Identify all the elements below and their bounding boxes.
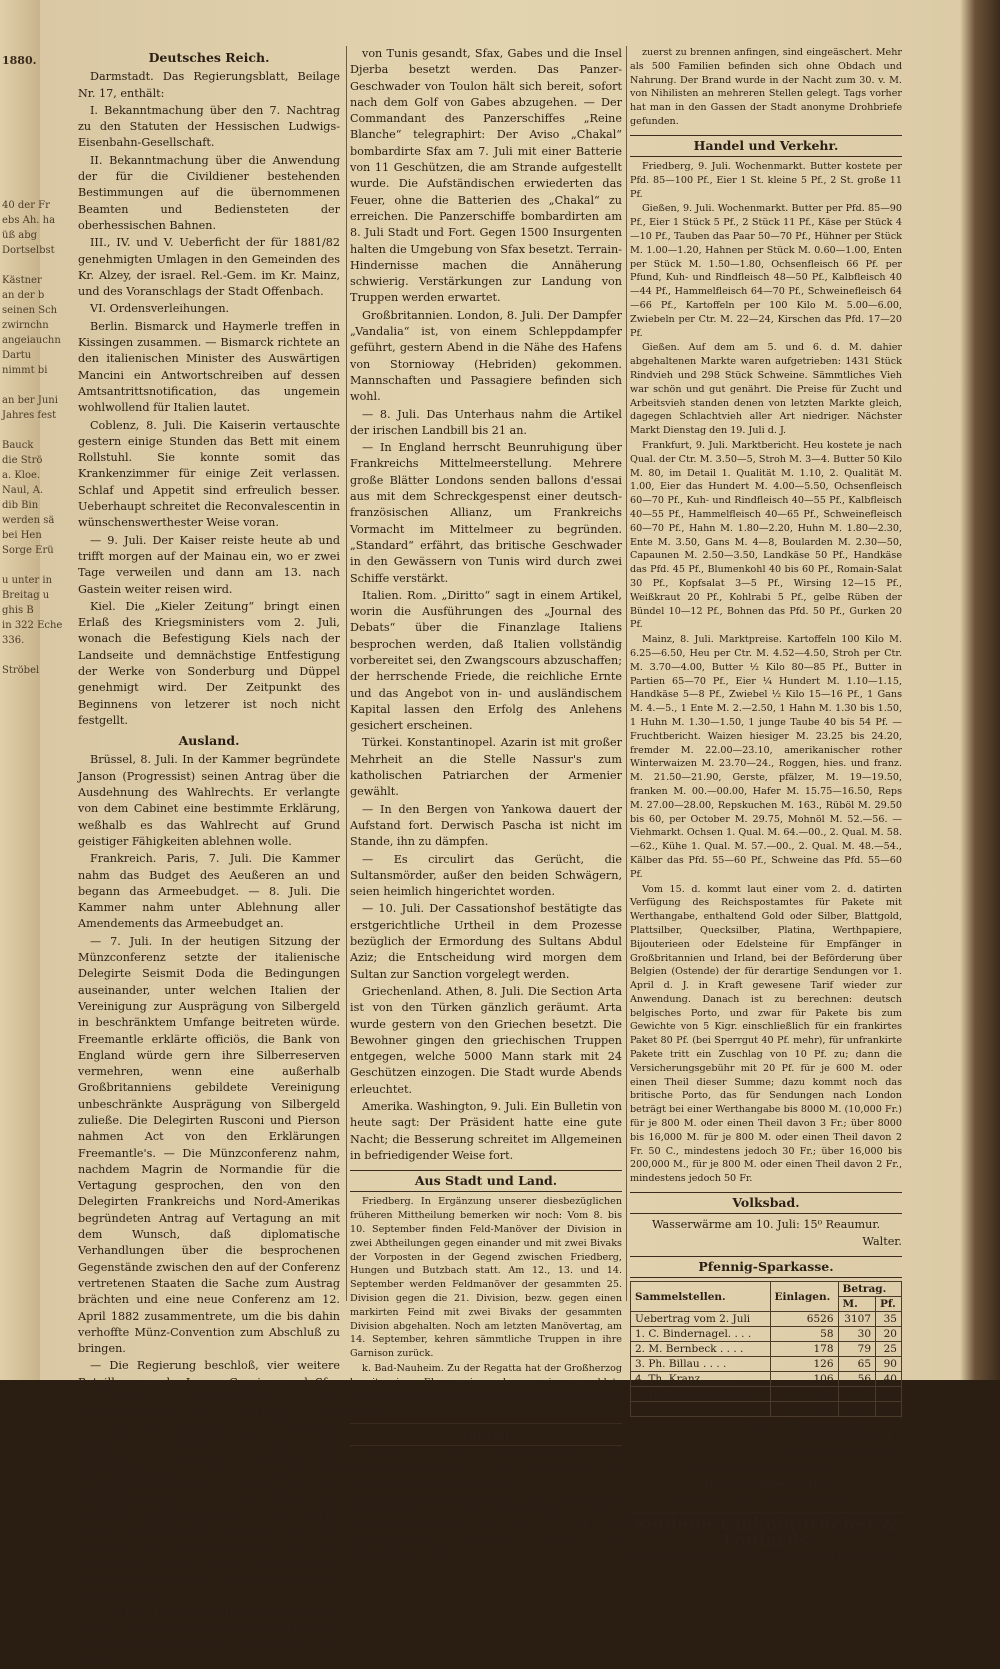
- article-paragraph: Griechenland. Athen, 8. Juli. Die Section Arta ist von den Türken gänzlich geräumt. Arta wurde gestern von den Griechen besetzt. Die Bewohner gingen den griechischen Truppen entgegen, welche 5000 Mann stark mit 24 Geschützen einzogen. Die Stadt wurde Abends erleuchtet.: [350, 984, 622, 1096]
- table-cell: [631, 1402, 771, 1417]
- table-cell: 6526: [770, 1312, 838, 1327]
- table-cell: 101: [770, 1387, 838, 1402]
- left-page-fragment: a. Kloe.: [2, 470, 41, 481]
- table-cell: 90: [876, 1357, 902, 1372]
- left-page-fragment: dib Bin: [2, 500, 39, 511]
- left-page-fragment: werden sä: [2, 515, 55, 526]
- article-continuation: zuerst zu brennen anfingen, sind eingeäschert. Mehr als 500 Familien befinden sich ohne Obdach und Nahrung. Der Brand wurde in der Nacht zum 30. v. M. von Nihilisten an mehreren Stellen gelegt. Tags vorher hat man in den Gassen der Stadt anonyme Drohbriefe gefunden.: [630, 47, 902, 127]
- article-paragraph: k. Bad-Nauheim. Zu der Regatta hat der Großherzog bereits einen Ehrenpreis, und zwar eine vergoldete silberne Fruchtschale an den hiesigen Badecommissär gesandt.: [350, 1363, 622, 1416]
- section-title-deutsches-reich: Deutsches Reich.: [148, 50, 270, 65]
- left-page-fragment: Ströbel: [2, 665, 40, 676]
- article-paragraph: — 7. Juli. In der heutigen Sitzung der Münzconferenz setzte der italienische Delegirte Seismit Doda die Bedingungen auseinander, unter welchen Italien der Vereinigung zur Ausprägung von Silbergeld in beschränktem Umfange beitreten würde. Freemantle erklärte officiös, die Bank von England würde gern ihre Silberreserven vermehren, wenn eine außerhalb Großbritanniens gebildete Vereinigung unbeschränkte Ausprägung von Silbergeld zuließe. Die Delegirten Rusconi und Pierson nahmen Act von den Erklärungen Freemantle's. — Die Münzconferenz nahm, nachdem Magrin de Normandie für die Vertagung gesprochen, den von den Delegirten Frankreichs und Nord-Amerikas begründeten Antrag auf Vertagung an mit dem Wunsch, daß diplomatische Verhandlungen über die besprochenen Gegenstände zwischen den auf der Conferenz vertretenen Staaten die Sache zum Austrag brächten und eine neue Conferenz am 12. April 1882 zusammentrete, um die bis dahin verhoffte Münz-Convention zum Abschluß zu bringen.: [78, 934, 340, 1356]
- table-total-row: [631, 1402, 902, 1417]
- article-paragraph: Coblenz, 8. Juli. Die Kaiserin vertauschte gestern einige Stunden das Bett mit einem Rollstuhl. Sie konnte somit das Krankenzimmer für einige Zeit verlassen. Schlaf und Appetit sind erfreulich besser. Ueberhaupt schreitet die Reconvalescentin in wünschenswerthester Weise voran.: [78, 418, 340, 530]
- table-cell: 25: [876, 1342, 902, 1357]
- article-paragraph: Friedberg, 9. Juli. Wochenmarkt. Butter kostete per Pfd. 85—100 Pf., Eier 1 St. kleine 5 Pf., 2 St. große 11 Pf.: [630, 161, 902, 200]
- article-paragraph: Amerika. Washington, 9. Juli. Ein Bulletin von heute sagt: Der Präsident hatte eine gute Nacht; die Besserung schreitet im Allgemeinen in befriedigender Weise fort.: [350, 1100, 622, 1162]
- article-paragraph: Rußland. Die im Gouvernement Wolhynien gelegene Kreisstadt Rowno ist, wie dem Petersburger „Golos“ aus Kiew telegraphirt wird, am 30. v. M. total niedergebrannt. Sämmtliche Kirchen und Amtsgebäude, welche: [350, 1491, 622, 1559]
- article-paragraph: — Es circulirt das Gerücht, die Sultansmörder, außer den beiden Schwägern, seien heimlich hingerichtet worden.: [350, 852, 622, 899]
- table-cell: 56: [838, 1372, 876, 1387]
- left-page-fragment: ghis B: [2, 605, 34, 616]
- sparkasse-note: NB. Uebertrag Einleger 720.: [747, 1418, 902, 1431]
- article-paragraph: Mainz, 8. Juli. Marktpreise. Kartoffeln 100 Kilo M. 6.25—6.50, Heu per Ctr. M. 4.52—4.50, Stroh per Ctr. M. 3.70—4.00, Butter ½ Kilo 80—85 Pf., Butter in Partien 65—70 Pf., Eier ¼ Hundert M. 1.10—1.15, Handkäse 5—8 Pf., Zwiebel ½ Kilo 15—16 Pf., 1 Gans M. 4.—5., 1 Ente M. 2.—2.50, 1 Hahn M. 1.30 bis 1.50, 1 Huhn M. 1.30—1.50, 1 junge Taube 40 bis 54 Pf. — Fruchtbericht. Waizen hiesiger M. 23.25 bis 24.20, fremder M. 22.00—23.10, amerikanischer rother Winterwaizen M. 23.70—24., Roggen, hies. und franz. M. 21.50—21.90, Gerste, pfälzer, M. 19—19.50, franken M. 00.—00.00, Hafer M. 15.75—16.50, Reps M. 27.00—28.00, Repskuchen M. 163., Rüböl M. 29.50 bis 60, per October M. 29.75, Mohnöl M. 52.—56. — Viehmarkt. Ochsen 1. Qual. M. 64.—00., 2. Qual. M. 58.—62., Kühe 1. Qual. M. 57.—00., 2. Qual. M. 48.—54., Kälber das Pfd. 55—60 Pf., Schweine das Pfd. 55—60 Pf.: [630, 634, 902, 880]
- left-page-fragment: bei Hen: [2, 530, 42, 541]
- article-paragraph: von Tunis gesandt, Sfax, Gabes und die Insel Djerba besetzt werden. Das Panzer-Geschwader von Toulon hält sich bereit, sofort nach dem Golf von Gabes abzugehen. — Der Commandant des Panzerschiffes „Reine Blanche“ telegraphirt: Der Aviso „Chakal“ bombardirte Sfax am 7. Juli mit einer Batterie von 11 Geschützen, die am Strande aufgestellt wurde. Die Aufständischen erwiederten das Feuer, ohne die Batterien des „Chakal“ zu erreichen. Die Panzerschiffe bombardirten am 8. Juli Stadt und Fort. Gegen 1500 Insurgenten halten die Umgebung von Sfax besetzt. Terrain-Hindernisse machen die Annäherung schwierig. Verstärkungen zur Landung von Truppen werden erwartet.: [350, 47, 622, 305]
- article-paragraph: — 9. Juli. Der Kaiser reiste heute ab und trifft morgen auf der Mainau ein, wo er zwei Tage verweilen und dann am 13. nach Gastein weiter reisen wird.: [78, 533, 340, 596]
- article-paragraph: I. Bekanntmachung über den 7. Nachtrag zu den Statuten der Hessischen Ludwigs-Eisenbahn-Gesellschaft.: [78, 103, 340, 150]
- left-page-fragment: üß abg: [2, 230, 38, 241]
- table-cell: 5. H. Flaschenträger . .: [631, 1387, 771, 1402]
- table-cell: 40: [876, 1372, 902, 1387]
- table-cell: 30: [838, 1327, 876, 1342]
- table-cell: 45: [876, 1387, 902, 1402]
- article-paragraph: Vom 15. d. kommt laut einer vom 2. d. datirten Verfügung des Reichspostamtes für Pakete mit Werthangabe, enthaltend Gold oder Silber, Blattgold, Plattsilber, Quecksilber, Platina, Werthpapiere, Bijouterieen oder Edelsteine für Empfänger in Großbritannien und Irland, bei der Beförderung über Belgien (Ostende) der für derartige Sendungen vor 1. April d. J. in Kraft gewesene Tarif wieder zur Anwendung. Danach ist zu berechnen: deutsch belgisches Porto, und zwar für Pakete bis zum Gewichte von 5 Kigr. einschließlich für ein frankirtes Paket 80 Pf. (bei Sperrgut 40 Pf. mehr), für unfrankirte Pakete tritt ein Zuschlag von 10 Pf. zu; dann die Versicherungsgebühr mit 20 Pf. für je 600 M. oder einen Theil dieser Summe; dazu kommt noch das britische Porto, das für Sendungen nach London beträgt bei einer Werthangabe bis 8000 M. (10,000 Fr.) für je 800 M. oder einen Theil davon 3 Fr.; über 8000 bis 16,000 M. für je 800 M. oder einen Theil davon 2 Fr. 50 C., mindestens jedoch 30 Fr.; über 16,000 bis 200,000 M., für je 800 M. oder einen Theil davon 2 Fr., mindestens jedoch 50 Fr.: [630, 883, 902, 1185]
- left-page-fragment: Kästner: [2, 275, 42, 286]
- table-cell: 126: [770, 1357, 838, 1372]
- table-header: Pf.: [876, 1297, 902, 1312]
- article-paragraph: Kiel. Die „Kieler Zeitung“ bringt einen Erlaß des Kriegsministers vom 2. Juli, wonach die Befestigung Kiels nach der Landseite und demnächstige Entfestigung der Werke von Sonderburg und Düppel genehmigt wird. Der Zeitpunkt des Beginnens von letzerer ist noch nicht festgellt.: [78, 599, 340, 727]
- left-page-fragment: 336.: [2, 635, 25, 646]
- article-paragraph: VI. Ordensverleihungen.: [90, 302, 230, 316]
- table-row: [631, 1342, 902, 1357]
- left-page-fragment: Sorge Erü: [2, 545, 54, 556]
- table-cell: 106: [770, 1372, 838, 1387]
- column-rule-2: [626, 46, 627, 1301]
- left-page-fragment: nimmt bi: [2, 365, 48, 376]
- left-page-fragment: Dortselbst: [2, 245, 55, 256]
- table-cell: 178: [770, 1342, 838, 1357]
- article-paragraph: Italien. Rom. „Diritto“ sagt in einem Artikel, worin die Ausführungen des „Journal des Debats“ über die Finanzlage Italiens besprochen werden, daß Italien vollständig vorbereitet sei, den Zwangscours abzuschaffen; der herrschende Friede, die reichliche Ernte und das Angebot von in- und ausländischem Kapital lassen den Erfolg des Anlehens gesichert erscheinen.: [350, 588, 622, 733]
- table-cell: Uebertrag vom 2. Juli: [631, 1312, 771, 1327]
- advertisement-line: 252 in den schönsten Farben billigst bei R. Friedrich.: [630, 1551, 902, 1563]
- table-cell: 35: [876, 1312, 902, 1327]
- table-row: [631, 1327, 902, 1342]
- advertisement-title: Seidene Umknöpftücher & Foulards: [630, 1512, 902, 1550]
- table-row: [631, 1387, 902, 1402]
- table-cell: 79: [838, 1342, 876, 1357]
- table-cell: 58: [770, 1327, 838, 1342]
- table-row: [631, 1312, 902, 1327]
- volksbad-signature: Walter.: [862, 1234, 902, 1248]
- section-title-volksbad: Volksbad.: [630, 1192, 902, 1214]
- article-paragraph: Gießen. Auf dem am 5. und 6. d. M. dahier abgehaltenen Markte waren aufgetrieben: 1431 Stück Rindvieh und 298 Stück Schweine. Sämmtliches Vieh war schön und gut genährt. Die Preise für Zucht und Arbeitsvieh standen denen von letzten Markte gleich, dagegen Schlachtvieh aller Art niedriger. Nächster Markt Dienstag den 19. Juli d. J.: [630, 342, 902, 437]
- table-row: [631, 1372, 902, 1387]
- volksbad-line: Wasserwärme am 10. Juli: 15⁰ Reaumur.: [651, 1218, 881, 1232]
- article-paragraph: Großbritannien. London, 8. Juli. Der Dampfer „Vandalia“ ist, von einem Schleppdampfer geführt, gestern Abend in die Nähe des Hafens von Stornioway (Hebriden) gekommen. Mannschaften und Passagiere befinden sich wohl.: [350, 308, 622, 404]
- article-paragraph: II. Bekanntmachung über die Anwendung der für die Civildiener bestehenden Bestimmungen auf die übernommenen Beamten und Bediensteten der oberhessischen Bahnen.: [78, 153, 340, 232]
- column-rule-1: [346, 46, 347, 1301]
- table-cell: 4. Th. Kranz . . . .: [631, 1372, 771, 1387]
- left-page-fragment: ebs Ah. ha: [2, 215, 56, 226]
- article-paragraph: — 8. Juli. Das Unterhaus nahm die Artikel der irischen Landbill bis 21 an.: [350, 407, 622, 437]
- sparkasse-main-name: Vorschuß- und Credit-Verein, e. G.: [675, 1493, 857, 1506]
- left-page-fragment: 40 der Fr: [2, 200, 50, 211]
- table-cell: 3. Ph. Billau . . . .: [631, 1357, 771, 1372]
- left-page-fragment: Breitag u: [2, 590, 50, 601]
- table-header: Sammelstellen.: [631, 1282, 771, 1312]
- column-3: [630, 46, 902, 1563]
- left-page-fragment: Dartu: [2, 350, 32, 361]
- section-title-sparkasse: Pfennig-Sparkasse.: [630, 1256, 902, 1278]
- table-cell: 1. C. Bindernagel. . . .: [631, 1327, 771, 1342]
- article-paragraph: — 10. Juli. Der Cassationshof bestätigte das erstgerichtliche Urtheil in dem Prozesse bezüglich der Ermordung des Sultans Abdul Aziz; die Entscheidung wird morgen dem Sultan zur Sanction vorgelegt werden.: [350, 902, 622, 981]
- section-title-handel: Handel und Verkehr.: [630, 135, 902, 157]
- section-title-allerlei: Allerlei.: [350, 1423, 622, 1445]
- column-2: [350, 46, 622, 1559]
- table-cell: 54: [838, 1387, 876, 1402]
- article-paragraph: — Die Regierung beschloß, vier weitere Bataillone von der Lyoner Garnison nach Sfax zu senden. — Marodirende berittene Eingeborene hielten bei Grombella, 30 km von Tunis, eine Karawane an. — Mehrere Stämme im Gebiete von Gabes sind aufständig. — Der „Temps“ tadelt die allzu frühe Rückberufung von einem Theile des Expeditions-Corps. — Aus Oran wird gemeldet: Bu Amema geht mit einer großen Schaar Aufständischer gegen das Tell (Terrasse des Atlas-Gebirges) vor. Der französische General Lewis rückt mit drei Colonnen ihm entgegen. Im Tlemcen-Gebiet herrscht Ruhe.: [78, 1359, 340, 1601]
- left-page-fragment: die Strö: [2, 455, 43, 466]
- left-page-fragment: zwirnchn: [2, 320, 49, 331]
- article-paragraph: Frankreich. Paris, 7. Juli. Die Kammer nahm das Budget des Aeußeren an und begann das Armeebudget. — 8. Juli. Die Kammer nahm unter Ablehnung aller Amendements das Armeebudget an.: [78, 852, 340, 931]
- left-page-fragment: Jahres fest: [2, 410, 57, 421]
- article-paragraph: Friedberg. In Ergänzung unserer diesbezüglichen früheren Mittheilung bemerken wir noch: Vom 8. bis 10. September finden Feld-Manöver der Division in zwei Abtheilungen gegen einander und mit zwei Bivaks der Vorposten in der Gegend zwischen Friedberg, Hungen und Butzbach statt. Am 12., 13. und 14. September werden Feldmanöver der gesammten 25. Division gegen die 21. Division, bezw. gegen einen markirten Feind mit zwei Bivaks der gesammten Division abgehalten. Noch am letzten Manövertag, am 14. September, kehren sämmtliche Truppen in ihre Garnison zurück.: [350, 1196, 622, 1360]
- left-page-fragment: u unter in: [2, 575, 53, 586]
- sparkasse-date: Friedberg den 9. Juli 1881.: [693, 1461, 839, 1474]
- article-paragraph: Türkei. Konstantinopel. Azarin ist mit großer Mehrheit an die Stelle Nassur's zum katholischen Patriarchen der Armenier gewählt.: [350, 736, 622, 799]
- article-paragraph: Berlin. Bismarck und Haymerle treffen in Kissingen zusammen. — Bismarck richtete an den italienischen Minister des Auswärtigen Mancini ein Antwortschreiben auf dessen Amtsantrittsnotification, das ungemein wohlwollend für Italien lautet.: [78, 319, 340, 415]
- article-paragraph: London, 8. Juli. Der wegen des Mordes auf der Brighton-Eisenbahn am 27. Mai verfolgte Lefroy ist gestern Abend verhaftet worden.: [350, 1449, 622, 1489]
- table-cell: 3393: [838, 1402, 876, 1417]
- left-page-fragment: Naul, A.: [2, 485, 44, 496]
- table-cell: 3107: [838, 1312, 876, 1327]
- table-header: M.: [838, 1297, 876, 1312]
- left-page-fragment: an ber Juni: [2, 395, 58, 406]
- table-cell: 55: [876, 1402, 902, 1417]
- section-title-ausland: Ausland.: [178, 733, 240, 749]
- left-page-edge: [0, 0, 63, 1380]
- sparkasse-note: Neue Einleger 12.: [804, 1432, 902, 1445]
- sparkasse-main: Haupt-Sammelstelle:: [703, 1477, 829, 1490]
- article-paragraph: — 9. Juli. Der Ministerrath berieth heute Morgen die Angelegenheiten von Algier und Tunis. Neue Streitkräfte sollen nach dem Süden: [78, 1604, 340, 1667]
- left-page-fragment: seinen Sch: [2, 305, 58, 316]
- left-page-fragment: in 322 Eche: [2, 620, 63, 631]
- table-header: Betrag.: [838, 1282, 901, 1297]
- left-page-fragment: Bauck: [2, 440, 34, 451]
- sparkasse-table: [630, 1281, 902, 1417]
- sparkasse-note: Gesammt-Einleger 732.: [776, 1446, 902, 1459]
- table-cell: 7095: [770, 1402, 838, 1417]
- article-paragraph: — In den Bergen von Yankowa dauert der Aufstand fort. Derwisch Pascha ist nicht im Stande, ihn zu dämpfen.: [350, 802, 622, 849]
- page-year: 1880.: [2, 54, 37, 67]
- left-page-fragment: an der b: [2, 290, 45, 301]
- table-cell: 2. M. Bernbeck . . . .: [631, 1342, 771, 1357]
- column-1: [78, 46, 340, 1667]
- table-cell: 65: [838, 1357, 876, 1372]
- article-paragraph: — In England herrscht Beunruhigung über Frankreichs Mittelmeerstellung. Mehrere große Blätter Londons senden ballons d'essai aus mit dem Schreckgespenst einer deutsch-französischen Allianz, um Frankreichs Vormacht im Mittelmeer zu begründen. „Standard“ erfährt, das britische Geschwader in den Gewässern von Tunis wird durch zwei Schiffe verstärkt.: [350, 441, 622, 585]
- article-paragraph: Gießen, 9. Juli. Wochenmarkt. Butter per Pfd. 85—90 Pf., Eier 1 Stück 5 Pf., 2 Stück 11 Pf., Käse per Stück 4—10 Pf., Tauben das Paar 50—70 Pf., Hühner per Stück M. 1.00—1.20, Hahnen per Stück M. 0.60—1.00, Enten per Stück M. 1.50—1.80, Ochsenfleisch 66 Pf. per Pfund, Kuh- und Rindfleisch 48—50 Pf., Kalbfleisch 40—44 Pf., Hammelfleisch 64—70 Pf., Schweinefleisch 64—66 Pf., Kartoffeln per 100 Kilo M. 5.00—6.00, Zwiebeln per Ctr. M. 22—24, Kirschen das Pfd. 17—20 Pf.: [630, 203, 902, 339]
- left-page-fragment: angeiauchn: [2, 335, 61, 346]
- article-paragraph: Frankfurt, 9. Juli. Marktbericht. Heu kostete je nach Qual. der Ctr. M. 3.50—5, Stroh M. 3—4. Butter 50 Kilo M. 80, im Detail 1. Qualität M. 1.10, 2. Qualität M. 1.00, Eier das Hundert M. 4.00—5.50, Ochsenfleisch 60—70 Pf., Kuh- und Rindfleisch 40—55 Pf., Kalbfleisch 40—55 Pf., Hammelfleisch 40—65 Pf., Schweinefleisch 60—70 Pf., Hahn M. 1.80—2.20, Huhn M. 1.80—2.30, Ente M. 3.50, Gans M. 4—8, Boularden M. 2.30—50, Capaunen M. 2.50—3.50, Landkäse 50 Pf., Handkäse das Pfd. 45 Pf., Blumenkohl 40 bis 60 Pf., Romain-Salat 30 Pf., Kopfsalat 3—5 Pf., Wirsing 12—15 Pf., Weißkraut 20 Pf., Kohlrabi 5 Pf., gelbe Rüben der Bündel 10—12 Pf., Bohnen das Pfd. 50 Pf., Gurken 20 Pf.: [630, 440, 902, 631]
- article-paragraph: Darmstadt. Das Regierungsblatt, Beilage Nr. 17, enthält:: [78, 70, 340, 100]
- table-header: Einlagen.: [770, 1282, 838, 1312]
- table-cell: 20: [876, 1327, 902, 1342]
- section-title-aus-stadt-und-land: Aus Stadt und Land.: [350, 1170, 622, 1192]
- table-row: [631, 1357, 902, 1372]
- article-paragraph: Brüssel, 8. Juli. In der Kammer begründete Janson (Progressist) seinen Antrag über die Ausdehnung des Wahlrechts. Er verlangte von dem Cabinet eine bestimmte Erklärung, weßhalb es das Wahlrecht auf Grund geistiger Fähigkeiten ablehnen wolle.: [78, 753, 340, 848]
- article-paragraph: III., IV. und V. Ueberficht der für 1881/82 genehmigten Umlagen in den Gemeinden des Kr. Alzey, der israel. Rel.-Gem. im Kr. Mainz, und des Voranschlags der Stadt Offenbach.: [78, 236, 340, 299]
